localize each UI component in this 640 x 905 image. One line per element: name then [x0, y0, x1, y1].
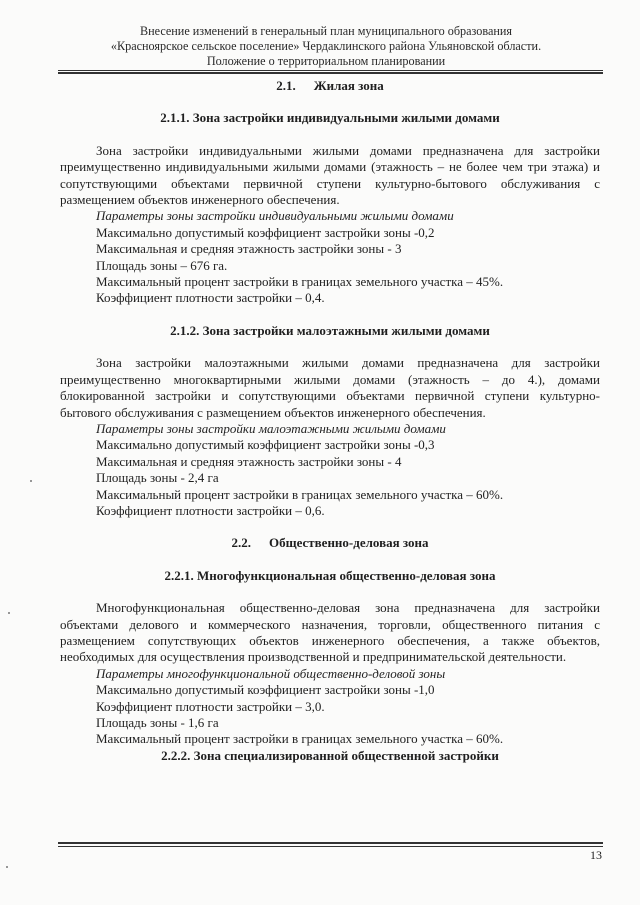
param-line: Коэффициент плотности застройки – 3,0. [96, 698, 325, 714]
section-number: 2.1. [276, 78, 296, 93]
params-title-2-2-1: Параметры многофункциональной общественно-деловой зоны [96, 665, 446, 681]
header-rule-thick [58, 72, 603, 74]
scan-speck [30, 480, 32, 482]
subsection-heading-2-1-2: 2.1.2. Зона застройки малоэтажными жилыми домами [170, 322, 490, 338]
scan-speck [6, 866, 8, 868]
section-heading-2-2 [60, 535, 600, 551]
param-line: Максимально допустимый коэффициент застройки зоны -1,0 [96, 682, 435, 698]
subsection-heading-2-1-1: 2.1.1. Зона застройки индивидуальными жилыми домами [160, 110, 500, 126]
param-line: Максимально допустимый коэффициент застройки зоны -0,2 [96, 224, 435, 240]
subsection-heading-2-2-2: 2.2.2. Зона специализированной общественной застройки [161, 747, 499, 763]
page-body [60, 78, 600, 764]
param-line: Площадь зоны – 676 га. [96, 257, 228, 273]
param-line: Коэффициент плотности застройки – 0,6. [96, 502, 325, 518]
param-line: Максимальная и средняя этажность застройки зоны - 3 [96, 241, 402, 257]
page-header [40, 24, 612, 69]
header-rule-thin [58, 70, 603, 71]
param-line: Максимально допустимый коэффициент застройки зоны -0,3 [96, 437, 435, 453]
footer-rule-thin [58, 846, 603, 847]
subsection-heading-2-2-1: 2.2.1. Многофункциональная общественно-деловая зона [164, 567, 496, 583]
param-line: Максимальный процент застройки в границах земельного участка – 60%. [96, 731, 504, 747]
header-line-1: Внесение изменений в генеральный план муниципального образования [139, 24, 513, 38]
paragraph-2-2-1: Многофункциональная общественно-деловая зона предназначена для застройки объектами делового и коммерческого назначения, торговли, общественного питания с размещением сопутствующих объектов инженерного обеспечения, а также объектов, необходимых для осуществления производственной и предпринимательской деятельности. [60, 600, 600, 665]
params-title-2-1-1: Параметры зоны застройки индивидуальными жилыми домами [96, 208, 454, 224]
section-title: Общественно-деловая зона [268, 535, 429, 551]
paragraph-2-1-1: Зона застройки индивидуальными жилыми домами предназначена для застройки преимущественно индивидуальными жилыми домами (этажность – не более чем три этажа) и сопутствующими объектами первичной ступени культурно-бытового обслуживания с размещением объектов инженерного обеспечения. [60, 142, 600, 208]
section-title: Жилая зона [313, 78, 384, 93]
header-line-3: Положение о территориальном планировании [206, 54, 446, 68]
param-line: Площадь зоны - 1,6 га [96, 715, 219, 730]
param-line: Коэффициент плотности застройки – 0,4. [96, 290, 325, 306]
param-line: Максимальный процент застройки в границах земельного участка – 60%. [96, 486, 504, 502]
page-number: 13 [590, 848, 602, 862]
footer-rule-thick [58, 842, 603, 844]
section-number: 2.2. [231, 535, 251, 551]
header-line-2: «Красноярское сельское поселение» Чердаклинского района Ульяновской области. [110, 39, 542, 53]
paragraph-2-1-2: Зона застройки малоэтажными жилыми домами предназначена для застройки преимущественно многоквартирными жилыми домами (этажность – до 4.), домами блокированной застройки и сопутствующими объектами первичной ступени культурно-бытового обслуживания с размещением объектов инженерного обеспечения. [60, 355, 600, 420]
params-title-2-1-2: Параметры зоны застройки малоэтажными жилыми домами [96, 420, 446, 436]
scan-speck [8, 612, 10, 614]
param-line: Максимальная и средняя этажность застройки зоны - 4 [96, 453, 402, 469]
param-line: Максимальный процент застройки в границах земельного участка – 45%. [96, 274, 504, 290]
param-line: Площадь зоны - 2,4 га [96, 470, 219, 486]
section-heading-2-1 [60, 78, 600, 94]
